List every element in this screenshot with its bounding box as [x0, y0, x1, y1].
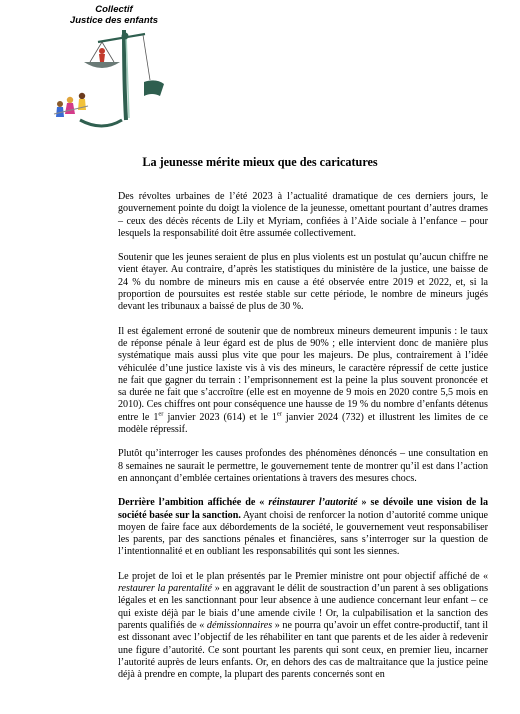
paragraph-3-text-a: Il est également erroné de soutenir que de nombreux mineurs demeurent impunis : le taux de réponse pénale à leur égard est de plus de 90% ; elle intervient donc de manière plus systématique mais aussi plus vite que pour les majeurs. De plus, contrairement à l’idée véhiculée d’une justice laxiste vis à vis des mineurs, le caractère répressif de cette justice ne fait que gagner du terrain : l’emprisonnement est la peine la plus souvent prononcée et sa durée ne fait que s’accroître (elle est en moyenne de 9 mois en 2020 contre 5,5 mois en 2010). Ces chiffres ont pour conséquence une hausse de 19 % du nombre d’enfants détenus entre le 1	[118, 325, 488, 423]
paragraph-4: Plutôt qu’interroger les causes profondes des phénomènes dénoncés – une consultation en 8 semaines ne saurait le permettre, le gouvernement tente de montrer qu’il est dans l’action en annonçant d’emblée certaines orientations à travers des mesures chocs.	[118, 448, 488, 484]
paragraph-5-text: Ayant choisi de renforcer la notion d’autorité comme unique moyen de faire face aux débordements de la société, le gouvernement veut responsabiliser les parents, par des sanctions pénales et financières, sans s’interroger sur la question de l’intentionnalité et en oubliant les responsabilités qui sont les siennes.	[118, 509, 488, 558]
paragraph-6-italic-1: restaurer la parentalité	[118, 583, 213, 595]
paragraph-3-text-c: janvier 2024 (732) et illustrent les limites de ce modèle répressif.	[118, 411, 488, 436]
paragraph-5-bold-italic: réinstaurer l’autorité	[268, 497, 358, 509]
article-title: La jeunesse mérite mieux que des caricatures	[142, 155, 378, 169]
ordinal-superscript: er	[276, 410, 282, 418]
organization-name-line2: Justice des enfants	[69, 15, 159, 26]
paragraph-6-text-c: » ne pourra qu’avoir un effet contre-productif, tant il est dissonant avec l’objectif de les réhabiliter en tant que parents et de les aider à redevenir une figure d’autorité. Ce sont pourtant les parents qui sont ceux, en premier lieu, incarner l’autorité auprès de leurs enfants. Or, en dehors des cas de maltraitance que la justice peine déjà à prendre en compte, la plupart des parents concernés sont en	[118, 619, 488, 681]
article-body	[118, 191, 488, 693]
paragraph-6	[118, 571, 488, 682]
paragraph-2: Soutenir que les jeunes seraient de plus en plus violents est un postulat qu’aucun chiffre ne vient étayer. Au contraire, d’après les statistiques du ministère de la justice, une baisse de 24 % du nombre de mineurs mis en cause a été observée entre 2019 et 2022, et, si la proportion de poursuites est restée stable sur cette période, le nombre de mineurs jugés devant les tribunaux a baissé de plus de 30 %.	[118, 252, 488, 313]
paragraph-6-text-a: Le projet de loi et le plan présentés par le Premier ministre ont pour objectif affiché de «	[118, 570, 488, 582]
paragraph-5	[118, 497, 488, 558]
paragraph-1: Des révoltes urbaines de l’été 2023 à l’actualité dramatique de ces derniers jours, le gouvernement pointe du doigt la violence de la jeunesse, omettant pourtant d’autres drames – ceux des décès récents de Lily et Myriam, confiées à l’Aide sociale à l’enfance – pour lesquels la responsabilité doit être assumée collectivement.	[118, 191, 488, 239]
paragraph-5-bold-b: » se dévoile une vision de la société basée sur la sanction.	[118, 497, 489, 521]
paragraph-6-italic-2: démissionnaires	[206, 619, 273, 631]
paragraph-5-bold-a: Derrière l’ambition affichée de «	[118, 497, 269, 509]
paragraph-3	[118, 326, 488, 437]
paragraph-3-text-b: janvier 2023 (614) et le 1	[163, 411, 277, 423]
scales-of-justice-children-icon	[40, 22, 175, 137]
organization-name-line1: Collectif	[95, 4, 133, 15]
ordinal-superscript: er	[158, 410, 164, 418]
paragraph-6-text-b: » en aggravant le délit de soustraction d’un parent à ses obligations légales et en les sanctionnant pour leur absence à une audience concernant leur enfant – ce qui existe déjà par le biais d’une amende civile ! Or, la culpabilisation et la sanction des parents qualifiés de «	[118, 583, 489, 631]
